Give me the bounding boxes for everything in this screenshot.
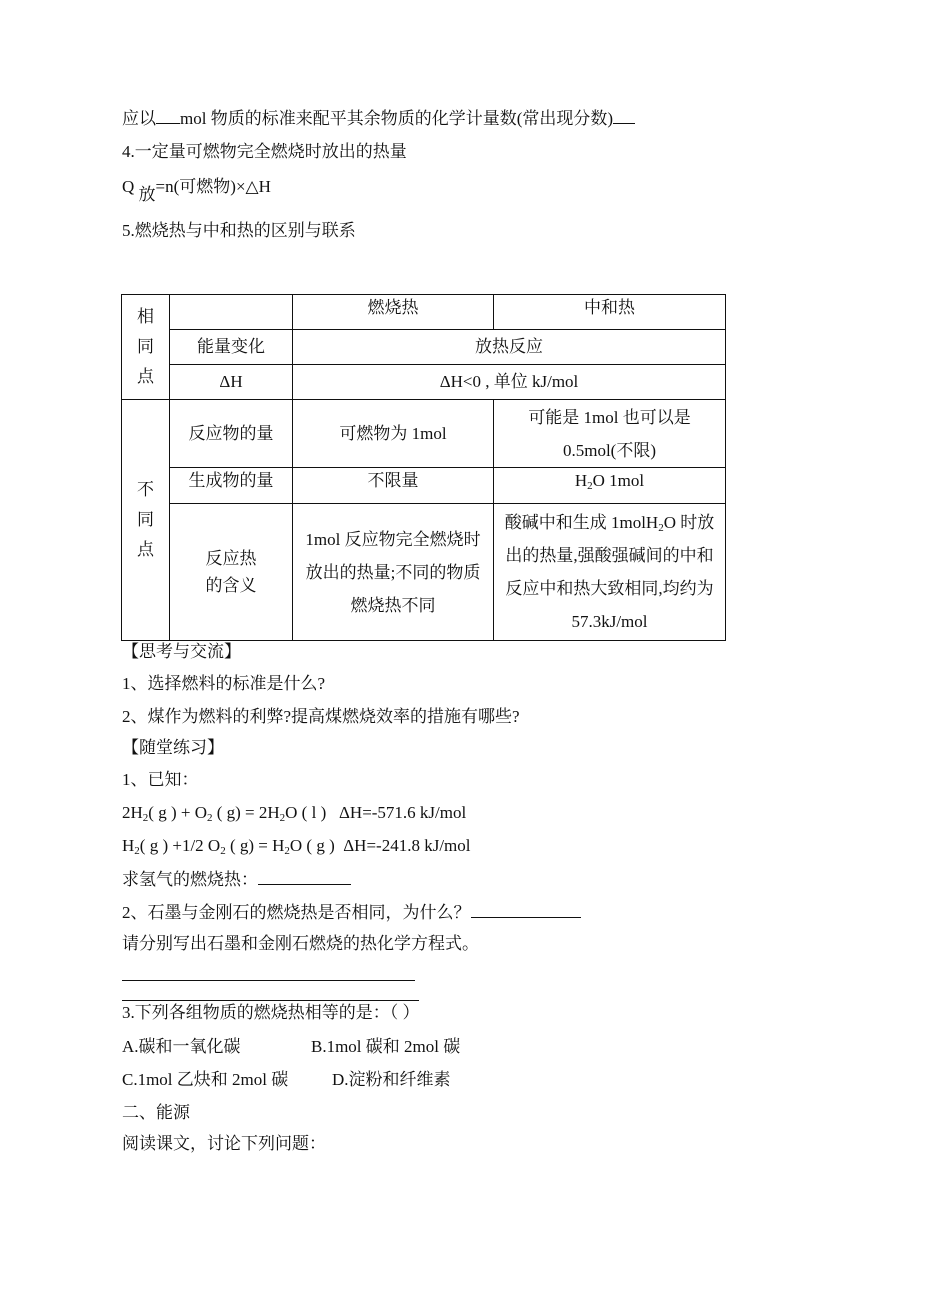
practice-2b: 请分别写出石墨和金刚石燃烧的热化学方程式。 xyxy=(122,934,479,953)
eq-subscript: 2 xyxy=(220,845,226,857)
header-combustion: 燃烧热 xyxy=(293,295,494,330)
cell-line: 0.5mol(不限) xyxy=(562,440,657,460)
practice-2-text: 2、石墨与金刚石的燃烧热是否相同，为什么？ xyxy=(122,903,471,922)
option-a: A.碳和一氧化碳 xyxy=(122,1037,241,1056)
group-char: 同 xyxy=(137,510,154,529)
chem-text: O 时放 xyxy=(663,513,715,532)
dh-label: ΔH xyxy=(170,365,293,400)
eq-text: O ( l ) ΔH=-571.6 kJ/mol xyxy=(285,803,467,822)
eq-text: ( g ) + O xyxy=(148,803,207,822)
cell-line: 反应中和热大致相同,均约为 xyxy=(505,579,714,598)
section-2-title: 二、能源 xyxy=(122,1103,190,1122)
header-neutral: 中和热 xyxy=(494,295,726,330)
dh-value: ΔH<0 , 单位 kJ/mol xyxy=(293,365,726,400)
eq-subscript: 2 xyxy=(279,812,286,824)
eq-subscript: 2 xyxy=(142,812,149,824)
blank xyxy=(613,107,635,124)
product-label: 生成物的量 xyxy=(170,468,293,504)
ask-hydrogen xyxy=(122,868,351,891)
chem-text: H xyxy=(574,471,588,490)
group-char: 同 xyxy=(137,337,154,356)
eq-text: O ( g ) ΔH=-241.8 kJ/mol xyxy=(289,836,471,855)
cell-line: 反应热 xyxy=(205,549,257,568)
eq-text: ( g) = 2H xyxy=(212,803,280,822)
answer-line xyxy=(122,980,415,981)
table-row xyxy=(122,504,726,641)
think-q2: 2、煤作为燃料的利弊?提高煤燃烧效率的措施有哪些? xyxy=(122,707,520,726)
cell-line: 57.3kJ/mol xyxy=(571,612,648,631)
q-formula xyxy=(122,176,271,204)
intro-line-1-b: mol 物质的标准来配平其余物质的化学计量数(常出现分数) xyxy=(180,109,614,128)
item-5: 5.燃烧热与中和热的区别与联系 xyxy=(122,221,356,240)
intro-line-1-a: 应以 xyxy=(122,109,156,128)
table-row xyxy=(122,400,726,468)
eq-subscript: 2 xyxy=(284,845,290,857)
cell-line: 的含义 xyxy=(205,576,257,595)
blank xyxy=(156,107,180,124)
group-char: 点 xyxy=(137,367,154,386)
same-group-label xyxy=(122,295,170,400)
cell-line: 出的热量,强酸强碱间的中和 xyxy=(505,546,714,565)
eq-text: 2H xyxy=(122,803,143,822)
cell-line: 可能是 1mol 也可以是 xyxy=(528,407,691,427)
cell-line: 放出的热量;不同的物质 xyxy=(305,562,481,582)
eq-text: ( g ) +1/2 O xyxy=(139,836,221,855)
chem-text: O 1mol xyxy=(592,471,645,490)
product-combustion: 不限量 xyxy=(293,468,494,504)
practice-heading: 【随堂练习】 xyxy=(122,738,224,757)
table-corner xyxy=(170,295,293,330)
eq-text: ( g) = H xyxy=(225,836,285,855)
formula-q: Q xyxy=(122,177,135,196)
diff-group-label xyxy=(122,400,170,641)
group-char: 不 xyxy=(137,480,154,499)
meaning-combustion xyxy=(293,504,494,641)
chem-subscript: 2 xyxy=(658,522,664,534)
eq-subscript: 2 xyxy=(134,845,140,857)
group-char: 点 xyxy=(137,540,154,559)
item-4: 4.一定量可燃物完全燃烧时放出的热量 xyxy=(122,142,407,161)
answer-line xyxy=(122,1000,419,1001)
equation-1 xyxy=(122,802,466,824)
think-heading: 【思考与交流】 xyxy=(122,642,241,661)
chem-text: 酸碱中和生成 1molH xyxy=(504,513,659,532)
ask-text: 求氢气的燃烧热： xyxy=(122,870,258,889)
cell-line: 燃烧热不同 xyxy=(350,595,436,615)
reactant-label: 反应物的量 xyxy=(170,400,293,468)
table-row xyxy=(122,295,726,330)
practice-2 xyxy=(122,901,581,924)
formula-sub: 放 xyxy=(138,185,156,204)
chem-subscript: 2 xyxy=(587,480,593,492)
practice-3: 3.下列各组物质的燃烧热相等的是：（ ） xyxy=(122,1003,420,1022)
intro-line-1 xyxy=(122,107,635,130)
energy-label: 能量变化 xyxy=(170,330,293,365)
table-row xyxy=(122,468,726,504)
option-c: C.1mol 乙炔和 2mol 碳 xyxy=(122,1070,289,1089)
table-row xyxy=(122,330,726,365)
reactant-combustion: 可燃物为 1mol xyxy=(293,400,494,468)
table-row xyxy=(122,365,726,400)
product-neutral xyxy=(494,468,726,504)
cell-line: 1mol 反应物完全燃烧时 xyxy=(305,529,481,549)
formula-rest: =n(可燃物)×△H xyxy=(155,177,271,196)
section-2-text: 阅读课文，讨论下列问题： xyxy=(122,1134,326,1153)
option-b: B.1mol 碳和 2mol 碳 xyxy=(311,1037,461,1056)
practice-1: 1、已知： xyxy=(122,770,199,789)
comparison-table xyxy=(121,294,726,641)
equation-2 xyxy=(122,835,470,857)
meaning-label xyxy=(170,504,293,641)
meaning-neutral xyxy=(494,504,726,641)
eq-text: H xyxy=(122,836,135,855)
eq-subscript: 2 xyxy=(206,812,213,824)
group-char: 相 xyxy=(137,307,154,326)
option-d: D.淀粉和纤维素 xyxy=(332,1070,451,1089)
answer-blank xyxy=(258,868,351,885)
think-q1: 1、选择燃料的标准是什么? xyxy=(122,674,326,693)
reactant-neutral xyxy=(494,400,726,468)
cell-line xyxy=(494,506,725,539)
energy-value: 放热反应 xyxy=(293,330,726,365)
answer-blank xyxy=(471,901,581,918)
